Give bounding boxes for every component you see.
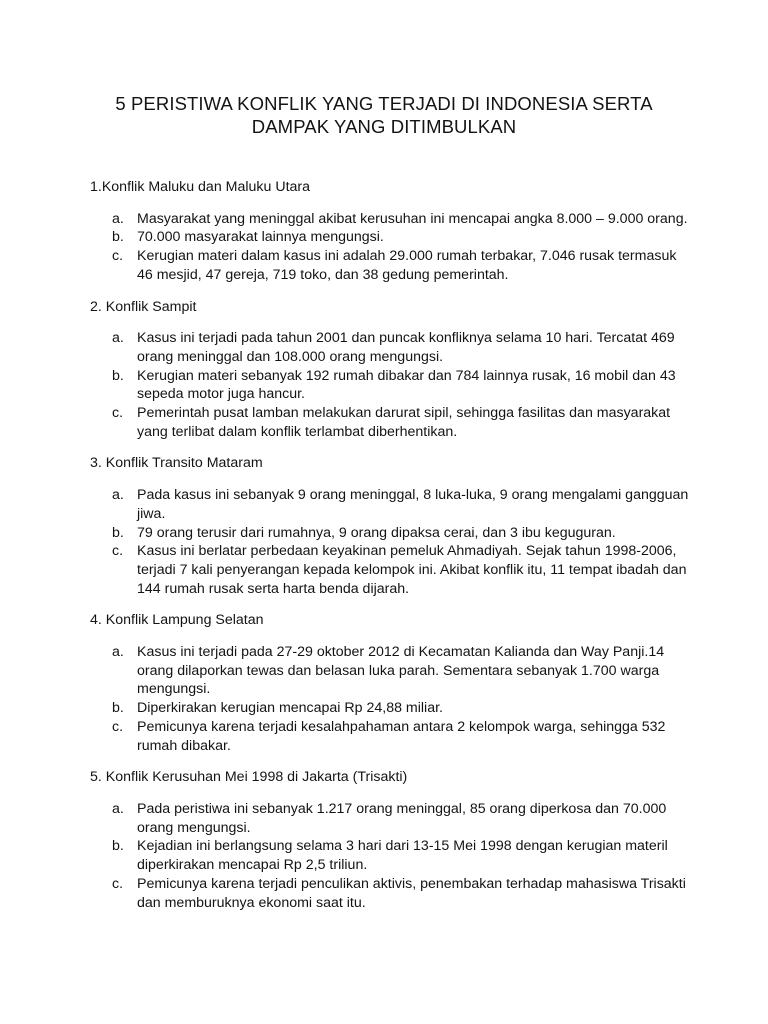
item-letter: c. — [112, 248, 124, 265]
list-item — [90, 837, 690, 874]
title-line-2: DAMPAK YANG DITIMBULKAN — [251, 116, 517, 137]
list-item — [90, 524, 690, 543]
document-title — [60, 92, 708, 138]
title-line-1: 5 PERISTIWA KONFLIK YANG TERJADI DI INDONESIA SERTA — [115, 93, 653, 114]
section-konflik-maluku — [90, 178, 690, 285]
item-list — [90, 800, 690, 912]
list-item — [90, 210, 690, 229]
item-letter: a. — [112, 800, 124, 817]
item-letter: a. — [112, 487, 124, 504]
item-text: Kerugian materi sebanyak 192 rumah dibakar dan 784 lainnya rusak, 16 mobil dan 43 sepeda motor juga hancur. — [137, 367, 676, 403]
item-text: Kejadian ini berlangsung selama 3 hari dari 13-15 Mei 1998 dengan kerugian materil diperkirakan mencapai Rp 2,5 triliun. — [137, 838, 668, 874]
list-item — [90, 699, 690, 718]
item-text: Diperkirakan kerugian mencapai Rp 24,88 miliar. — [137, 700, 443, 717]
item-letter: c. — [112, 543, 124, 560]
list-item — [90, 228, 690, 247]
item-letter: b. — [112, 229, 124, 246]
section-heading: 3. Konflik Transito Mataram — [90, 455, 263, 472]
item-letter: a. — [112, 210, 124, 227]
list-item — [90, 718, 690, 755]
list-item — [90, 329, 690, 366]
section-heading: 1.Konflik Maluku dan Maluku Utara — [90, 179, 311, 195]
list-item — [90, 404, 690, 441]
item-text: Pemicunya karena terjadi kesalahpahaman antara 2 kelompok warga, sehingga 532 rumah dibakar. — [137, 718, 666, 754]
item-letter: c. — [112, 875, 124, 892]
list-item — [90, 800, 690, 837]
item-letter: b. — [112, 367, 124, 384]
item-text: Masyarakat yang meninggal akibat kerusuhan ini mencapai angka 8.000 – 9.000 orang. — [137, 210, 688, 227]
list-item — [90, 643, 690, 699]
item-letter: a. — [112, 330, 124, 347]
list-item — [90, 486, 690, 523]
item-list — [90, 643, 690, 755]
section-konflik-lampung-selatan — [90, 611, 690, 755]
section-konflik-sampit — [90, 298, 690, 442]
item-list — [90, 210, 690, 285]
list-item — [90, 247, 690, 284]
section-heading: 4. Konflik Lampung Selatan — [90, 612, 264, 629]
section-kerusuhan-mei-1998 — [90, 768, 690, 912]
item-text: 70.000 masyarakat lainnya mengungsi. — [137, 229, 384, 246]
item-letter: b. — [112, 524, 124, 541]
item-text: Pemerintah pusat lamban melakukan darurat sipil, sehingga fasilitas dan masyarakat yang terlibat dalam konflik terlambat diberhentikan. — [137, 405, 671, 440]
item-letter: b. — [112, 838, 124, 855]
document-body — [90, 178, 690, 925]
item-letter: b. — [112, 700, 124, 717]
item-text: 79 orang terusir dari rumahnya, 9 orang dipaksa cerai, dan 3 ibu keguguran. — [137, 524, 616, 541]
item-text: Kerugian materi dalam kasus ini adalah 29.000 rumah terbakar, 7.046 rusak termasuk 46 mesjid, 47 gereja, 719 toko, dan 38 gedung pemerintah. — [137, 248, 677, 283]
item-text: Pada peristiwa ini sebanyak 1.217 orang meninggal, 85 orang diperkosa dan 70.000 orang mengungsi. — [137, 800, 667, 836]
item-letter: a. — [112, 644, 124, 661]
item-text: Kasus ini terjadi pada tahun 2001 dan puncak konfliknya selama 10 hari. Tercatat 469 orang meninggal dan 108.000 orang mengungsi. — [137, 330, 675, 365]
item-list — [90, 329, 690, 441]
item-text: Pada kasus ini sebanyak 9 orang meninggal, 8 luka-luka, 9 orang mengalami gangguan jiwa. — [137, 487, 689, 522]
item-text: Kasus ini berlatar perbedaan keyakinan pemeluk Ahmadiyah. Sejak tahun 1998-2006, terjadi 7 kali penyerangan kepada kelompok ini. Akibat konflik itu, 11 tempat ibadah dan 144 rumah rusak serta harta benda dijarah. — [137, 543, 687, 597]
item-text: Kasus ini terjadi pada 27-29 oktober 2012 di Kecamatan Kalianda dan Way Panji.14 orang dilaporkan tewas dan belasan luka parah. Sementara sebanyak 1.700 warga mengungsi. — [137, 644, 665, 698]
item-text: Pemicunya karena terjadi penculikan aktivis, penembakan terhadap mahasiswa Trisakti dan memburuknya ekonomi saat itu. — [137, 875, 686, 911]
list-item — [90, 875, 690, 912]
list-item — [90, 542, 690, 598]
section-heading: 2. Konflik Sampit — [90, 298, 197, 315]
list-item — [90, 367, 690, 404]
section-konflik-transito-mataram — [90, 454, 690, 598]
section-heading: 5. Konflik Kerusuhan Mei 1998 di Jakarta (Trisakti) — [90, 769, 408, 786]
item-letter: c. — [112, 405, 124, 422]
item-list — [90, 486, 690, 598]
item-letter: c. — [112, 718, 124, 735]
